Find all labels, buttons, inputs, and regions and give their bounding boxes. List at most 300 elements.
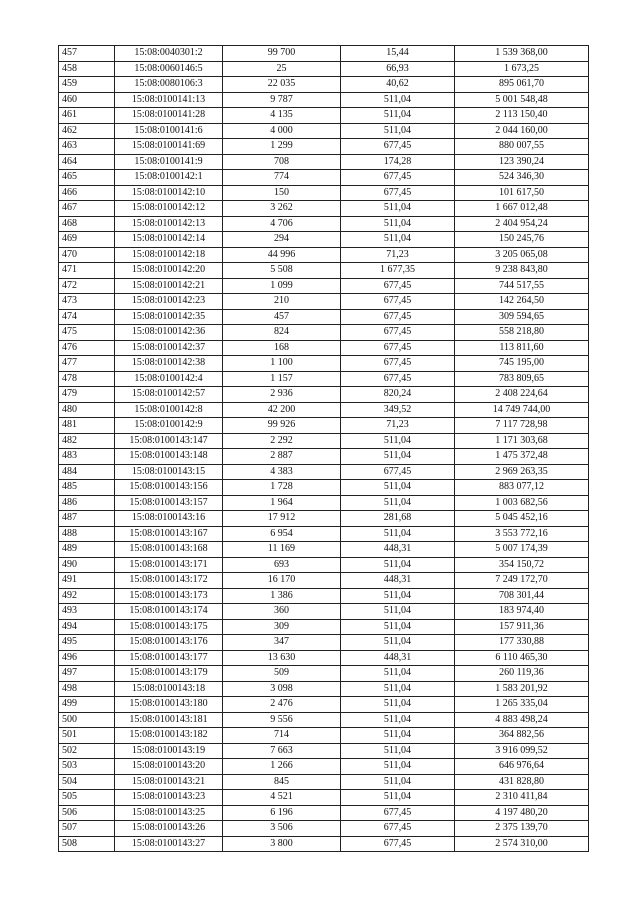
area-cell: 4 383: [223, 464, 341, 480]
specific-value-cell: 677,45: [341, 170, 455, 186]
row-number-cell: 494: [59, 619, 115, 635]
cadastral-value-cell: 431 828,80: [455, 774, 589, 790]
table-row: [59, 232, 589, 248]
cadastral-value-cell: 1 667 012,48: [455, 201, 589, 217]
table-row: [59, 666, 589, 682]
area-cell: 347: [223, 635, 341, 651]
row-number-cell: 461: [59, 108, 115, 124]
cadastral-number-cell: 15:08:0100141:9: [115, 154, 223, 170]
table-row: [59, 170, 589, 186]
table-row: [59, 650, 589, 666]
table-row: [59, 402, 589, 418]
cadastral-number-cell: 15:08:0100143:181: [115, 712, 223, 728]
specific-value-cell: 511,04: [341, 123, 455, 139]
cadastral-number-cell: 15:08:0060146:5: [115, 61, 223, 77]
area-cell: 708: [223, 154, 341, 170]
specific-value-cell: 677,45: [341, 278, 455, 294]
cadastral-value-table: [58, 45, 589, 852]
cadastral-number-cell: 15:08:0100143:171: [115, 557, 223, 573]
table-row: [59, 108, 589, 124]
cadastral-number-cell: 15:08:0100143:148: [115, 449, 223, 465]
specific-value-cell: 511,04: [341, 774, 455, 790]
specific-value-cell: 448,31: [341, 573, 455, 589]
cadastral-number-cell: 15:08:0100142:13: [115, 216, 223, 232]
area-cell: 1 099: [223, 278, 341, 294]
row-number-cell: 491: [59, 573, 115, 589]
cadastral-number-cell: 15:08:0100143:157: [115, 495, 223, 511]
area-cell: 294: [223, 232, 341, 248]
area-cell: 2 292: [223, 433, 341, 449]
table-body: [59, 46, 589, 852]
table-row: [59, 387, 589, 403]
cadastral-number-cell: 15:08:0100142:1: [115, 170, 223, 186]
specific-value-cell: 40,62: [341, 77, 455, 93]
row-number-cell: 477: [59, 356, 115, 372]
specific-value-cell: 511,04: [341, 604, 455, 620]
area-cell: 774: [223, 170, 341, 186]
cadastral-number-cell: 15:08:0100142:4: [115, 371, 223, 387]
specific-value-cell: 349,52: [341, 402, 455, 418]
cadastral-value-cell: 880 007,55: [455, 139, 589, 155]
cadastral-number-cell: 15:08:0100143:15: [115, 464, 223, 480]
row-number-cell: 472: [59, 278, 115, 294]
table-row: [59, 805, 589, 821]
cadastral-value-cell: 364 882,56: [455, 728, 589, 744]
table-row: [59, 697, 589, 713]
area-cell: 3 098: [223, 681, 341, 697]
specific-value-cell: 15,44: [341, 46, 455, 62]
table-row: [59, 712, 589, 728]
specific-value-cell: 677,45: [341, 294, 455, 310]
cadastral-value-cell: 883 077,12: [455, 480, 589, 496]
row-number-cell: 493: [59, 604, 115, 620]
cadastral-number-cell: 15:08:0100143:19: [115, 743, 223, 759]
area-cell: 4 521: [223, 790, 341, 806]
cadastral-value-cell: 524 346,30: [455, 170, 589, 186]
cadastral-number-cell: 15:08:0100142:37: [115, 340, 223, 356]
area-cell: 25: [223, 61, 341, 77]
cadastral-value-cell: 744 517,55: [455, 278, 589, 294]
cadastral-value-cell: 177 330,88: [455, 635, 589, 651]
row-number-cell: 503: [59, 759, 115, 775]
row-number-cell: 462: [59, 123, 115, 139]
row-number-cell: 475: [59, 325, 115, 341]
cadastral-value-cell: 5 045 452,16: [455, 511, 589, 527]
specific-value-cell: 511,04: [341, 588, 455, 604]
row-number-cell: 481: [59, 418, 115, 434]
cadastral-value-cell: 2 375 139,70: [455, 821, 589, 837]
table-row: [59, 604, 589, 620]
cadastral-value-cell: 354 150,72: [455, 557, 589, 573]
specific-value-cell: 677,45: [341, 325, 455, 341]
table-row: [59, 557, 589, 573]
table-row: [59, 728, 589, 744]
cadastral-value-cell: 646 976,64: [455, 759, 589, 775]
table-row: [59, 185, 589, 201]
area-cell: 3 506: [223, 821, 341, 837]
specific-value-cell: 71,23: [341, 247, 455, 263]
cadastral-value-cell: 2 408 224,64: [455, 387, 589, 403]
specific-value-cell: 677,45: [341, 821, 455, 837]
area-cell: 3 800: [223, 836, 341, 852]
cadastral-value-cell: 7 117 728,98: [455, 418, 589, 434]
area-cell: 1 964: [223, 495, 341, 511]
cadastral-number-cell: 15:08:0040301:2: [115, 46, 223, 62]
specific-value-cell: 677,45: [341, 340, 455, 356]
cadastral-value-cell: 2 310 411,84: [455, 790, 589, 806]
specific-value-cell: 71,23: [341, 418, 455, 434]
table-row: [59, 759, 589, 775]
cadastral-number-cell: 15:08:0100141:13: [115, 92, 223, 108]
row-number-cell: 467: [59, 201, 115, 217]
specific-value-cell: 511,04: [341, 495, 455, 511]
cadastral-number-cell: 15:08:0100143:182: [115, 728, 223, 744]
specific-value-cell: 677,45: [341, 309, 455, 325]
cadastral-number-cell: 15:08:0100143:25: [115, 805, 223, 821]
cadastral-value-cell: 2 044 160,00: [455, 123, 589, 139]
row-number-cell: 459: [59, 77, 115, 93]
area-cell: 4 000: [223, 123, 341, 139]
area-cell: 42 200: [223, 402, 341, 418]
specific-value-cell: 448,31: [341, 542, 455, 558]
cadastral-number-cell: 15:08:0100143:180: [115, 697, 223, 713]
row-number-cell: 506: [59, 805, 115, 821]
table-row: [59, 294, 589, 310]
table-row: [59, 464, 589, 480]
specific-value-cell: 511,04: [341, 557, 455, 573]
area-cell: 4 706: [223, 216, 341, 232]
row-number-cell: 482: [59, 433, 115, 449]
area-cell: 9 787: [223, 92, 341, 108]
specific-value-cell: 511,04: [341, 433, 455, 449]
cadastral-value-cell: 183 974,40: [455, 604, 589, 620]
row-number-cell: 487: [59, 511, 115, 527]
row-number-cell: 478: [59, 371, 115, 387]
table-row: [59, 774, 589, 790]
specific-value-cell: 448,31: [341, 650, 455, 666]
specific-value-cell: 511,04: [341, 635, 455, 651]
row-number-cell: 492: [59, 588, 115, 604]
area-cell: 44 996: [223, 247, 341, 263]
table-row: [59, 123, 589, 139]
specific-value-cell: 1 677,35: [341, 263, 455, 279]
cadastral-value-cell: 745 195,00: [455, 356, 589, 372]
area-cell: 168: [223, 340, 341, 356]
table-row: [59, 309, 589, 325]
cadastral-number-cell: 15:08:0100142:14: [115, 232, 223, 248]
cadastral-number-cell: 15:08:0100142:9: [115, 418, 223, 434]
area-cell: 714: [223, 728, 341, 744]
area-cell: 5 508: [223, 263, 341, 279]
specific-value-cell: 677,45: [341, 464, 455, 480]
cadastral-number-cell: 15:08:0100142:12: [115, 201, 223, 217]
table-row: [59, 573, 589, 589]
area-cell: 1 100: [223, 356, 341, 372]
cadastral-value-cell: 157 911,36: [455, 619, 589, 635]
cadastral-number-cell: 15:08:0100143:26: [115, 821, 223, 837]
cadastral-value-cell: 1 475 372,48: [455, 449, 589, 465]
cadastral-value-cell: 2 404 954,24: [455, 216, 589, 232]
area-cell: 17 912: [223, 511, 341, 527]
cadastral-number-cell: 15:08:0100143:179: [115, 666, 223, 682]
cadastral-value-cell: 708 301,44: [455, 588, 589, 604]
table-row: [59, 356, 589, 372]
area-cell: 4 135: [223, 108, 341, 124]
cadastral-value-cell: 895 061,70: [455, 77, 589, 93]
area-cell: 6 954: [223, 526, 341, 542]
row-number-cell: 498: [59, 681, 115, 697]
cadastral-number-cell: 15:08:0100143:174: [115, 604, 223, 620]
row-number-cell: 504: [59, 774, 115, 790]
area-cell: 309: [223, 619, 341, 635]
table-row: [59, 588, 589, 604]
cadastral-number-cell: 15:08:0100142:10: [115, 185, 223, 201]
cadastral-value-cell: 113 811,60: [455, 340, 589, 356]
cadastral-number-cell: 15:08:0100143:147: [115, 433, 223, 449]
table-row: [59, 325, 589, 341]
cadastral-value-cell: 5 001 548,48: [455, 92, 589, 108]
table-row: [59, 526, 589, 542]
table-row: [59, 77, 589, 93]
row-number-cell: 469: [59, 232, 115, 248]
table-row: [59, 92, 589, 108]
specific-value-cell: 66,93: [341, 61, 455, 77]
cadastral-value-cell: 1 265 335,04: [455, 697, 589, 713]
cadastral-number-cell: 15:08:0100142:18: [115, 247, 223, 263]
cadastral-number-cell: 15:08:0100143:172: [115, 573, 223, 589]
specific-value-cell: 511,04: [341, 712, 455, 728]
area-cell: 824: [223, 325, 341, 341]
row-number-cell: 484: [59, 464, 115, 480]
table-row: [59, 480, 589, 496]
cadastral-number-cell: 15:08:0100142:23: [115, 294, 223, 310]
area-cell: 9 556: [223, 712, 341, 728]
row-number-cell: 490: [59, 557, 115, 573]
cadastral-number-cell: 15:08:0100141:28: [115, 108, 223, 124]
row-number-cell: 458: [59, 61, 115, 77]
row-number-cell: 497: [59, 666, 115, 682]
table-row: [59, 790, 589, 806]
table-row: [59, 46, 589, 62]
row-number-cell: 488: [59, 526, 115, 542]
table-row: [59, 433, 589, 449]
cadastral-value-cell: 123 390,24: [455, 154, 589, 170]
table-row: [59, 418, 589, 434]
specific-value-cell: 677,45: [341, 185, 455, 201]
cadastral-number-cell: 15:08:0100142:8: [115, 402, 223, 418]
table-row: [59, 836, 589, 852]
row-number-cell: 480: [59, 402, 115, 418]
table-row: [59, 247, 589, 263]
table-row: [59, 542, 589, 558]
cadastral-value-cell: 4 883 498,24: [455, 712, 589, 728]
row-number-cell: 495: [59, 635, 115, 651]
table-row: [59, 154, 589, 170]
specific-value-cell: 511,04: [341, 743, 455, 759]
cadastral-value-cell: 1 171 303,68: [455, 433, 589, 449]
cadastral-value-cell: 14 749 744,00: [455, 402, 589, 418]
cadastral-number-cell: 15:08:0100143:176: [115, 635, 223, 651]
cadastral-value-cell: 2 113 150,40: [455, 108, 589, 124]
table-row: [59, 340, 589, 356]
cadastral-number-cell: 15:08:0100143:177: [115, 650, 223, 666]
row-number-cell: 483: [59, 449, 115, 465]
table-row: [59, 278, 589, 294]
area-cell: 13 630: [223, 650, 341, 666]
cadastral-value-cell: 3 205 065,08: [455, 247, 589, 263]
cadastral-number-cell: 15:08:0100142:35: [115, 309, 223, 325]
area-cell: 457: [223, 309, 341, 325]
cadastral-number-cell: 15:08:0100143:16: [115, 511, 223, 527]
specific-value-cell: 174,28: [341, 154, 455, 170]
area-cell: 2 936: [223, 387, 341, 403]
cadastral-number-cell: 15:08:0100142:36: [115, 325, 223, 341]
area-cell: 6 196: [223, 805, 341, 821]
specific-value-cell: 511,04: [341, 526, 455, 542]
row-number-cell: 508: [59, 836, 115, 852]
cadastral-value-cell: 2 574 310,00: [455, 836, 589, 852]
specific-value-cell: 677,45: [341, 836, 455, 852]
cadastral-value-cell: 142 264,50: [455, 294, 589, 310]
cadastral-number-cell: 15:08:0080106:3: [115, 77, 223, 93]
table-row: [59, 201, 589, 217]
specific-value-cell: 511,04: [341, 232, 455, 248]
cadastral-number-cell: 15:08:0100143:173: [115, 588, 223, 604]
specific-value-cell: 511,04: [341, 480, 455, 496]
table-row: [59, 743, 589, 759]
specific-value-cell: 511,04: [341, 728, 455, 744]
row-number-cell: 501: [59, 728, 115, 744]
specific-value-cell: 511,04: [341, 759, 455, 775]
cadastral-number-cell: 15:08:0100141:6: [115, 123, 223, 139]
row-number-cell: 471: [59, 263, 115, 279]
table-row: [59, 449, 589, 465]
cadastral-number-cell: 15:08:0100141:69: [115, 139, 223, 155]
area-cell: 1 386: [223, 588, 341, 604]
table-row: [59, 495, 589, 511]
area-cell: 2 476: [223, 697, 341, 713]
row-number-cell: 489: [59, 542, 115, 558]
cadastral-value-cell: 3 916 099,52: [455, 743, 589, 759]
table-row: [59, 681, 589, 697]
area-cell: 22 035: [223, 77, 341, 93]
cadastral-value-cell: 1 003 682,56: [455, 495, 589, 511]
specific-value-cell: 511,04: [341, 449, 455, 465]
area-cell: 1 157: [223, 371, 341, 387]
table-row: [59, 371, 589, 387]
table-row: [59, 263, 589, 279]
row-number-cell: 507: [59, 821, 115, 837]
specific-value-cell: 511,04: [341, 216, 455, 232]
specific-value-cell: 511,04: [341, 92, 455, 108]
area-cell: 845: [223, 774, 341, 790]
row-number-cell: 500: [59, 712, 115, 728]
cadastral-value-cell: 558 218,80: [455, 325, 589, 341]
cadastral-number-cell: 15:08:0100143:167: [115, 526, 223, 542]
cadastral-value-cell: 1 539 368,00: [455, 46, 589, 62]
row-number-cell: 466: [59, 185, 115, 201]
row-number-cell: 470: [59, 247, 115, 263]
area-cell: 2 887: [223, 449, 341, 465]
cadastral-value-cell: 1 673,25: [455, 61, 589, 77]
area-cell: 1 728: [223, 480, 341, 496]
area-cell: 210: [223, 294, 341, 310]
specific-value-cell: 677,45: [341, 805, 455, 821]
row-number-cell: 486: [59, 495, 115, 511]
specific-value-cell: 511,04: [341, 790, 455, 806]
cadastral-value-cell: 5 007 174,39: [455, 542, 589, 558]
specific-value-cell: 820,24: [341, 387, 455, 403]
area-cell: 360: [223, 604, 341, 620]
cadastral-value-cell: 783 809,65: [455, 371, 589, 387]
table-row: [59, 619, 589, 635]
area-cell: 693: [223, 557, 341, 573]
cadastral-number-cell: 15:08:0100143:20: [115, 759, 223, 775]
cadastral-value-cell: 260 119,36: [455, 666, 589, 682]
specific-value-cell: 677,45: [341, 371, 455, 387]
table-row: [59, 61, 589, 77]
specific-value-cell: 511,04: [341, 619, 455, 635]
row-number-cell: 474: [59, 309, 115, 325]
cadastral-number-cell: 15:08:0100143:27: [115, 836, 223, 852]
row-number-cell: 479: [59, 387, 115, 403]
specific-value-cell: 511,04: [341, 681, 455, 697]
specific-value-cell: 511,04: [341, 666, 455, 682]
cadastral-number-cell: 15:08:0100142:57: [115, 387, 223, 403]
cadastral-value-cell: 1 583 201,92: [455, 681, 589, 697]
row-number-cell: 463: [59, 139, 115, 155]
specific-value-cell: 281,68: [341, 511, 455, 527]
specific-value-cell: 677,45: [341, 139, 455, 155]
row-number-cell: 464: [59, 154, 115, 170]
cadastral-number-cell: 15:08:0100142:20: [115, 263, 223, 279]
row-number-cell: 499: [59, 697, 115, 713]
row-number-cell: 468: [59, 216, 115, 232]
cadastral-value-cell: 7 249 172,70: [455, 573, 589, 589]
row-number-cell: 473: [59, 294, 115, 310]
area-cell: 509: [223, 666, 341, 682]
specific-value-cell: 511,04: [341, 108, 455, 124]
row-number-cell: 465: [59, 170, 115, 186]
area-cell: 1 299: [223, 139, 341, 155]
row-number-cell: 476: [59, 340, 115, 356]
row-number-cell: 505: [59, 790, 115, 806]
cadastral-number-cell: 15:08:0100143:21: [115, 774, 223, 790]
cadastral-number-cell: 15:08:0100143:23: [115, 790, 223, 806]
cadastral-value-cell: 4 197 480,20: [455, 805, 589, 821]
cadastral-number-cell: 15:08:0100143:168: [115, 542, 223, 558]
row-number-cell: 485: [59, 480, 115, 496]
row-number-cell: 457: [59, 46, 115, 62]
table-row: [59, 139, 589, 155]
area-cell: 1 266: [223, 759, 341, 775]
table-row: [59, 511, 589, 527]
cadastral-value-cell: 309 594,65: [455, 309, 589, 325]
specific-value-cell: 511,04: [341, 697, 455, 713]
specific-value-cell: 511,04: [341, 201, 455, 217]
area-cell: 11 169: [223, 542, 341, 558]
cadastral-value-cell: 150 245,76: [455, 232, 589, 248]
area-cell: 99 926: [223, 418, 341, 434]
row-number-cell: 460: [59, 92, 115, 108]
cadastral-number-cell: 15:08:0100142:38: [115, 356, 223, 372]
row-number-cell: 496: [59, 650, 115, 666]
area-cell: 150: [223, 185, 341, 201]
table-row: [59, 216, 589, 232]
cadastral-value-cell: 2 969 263,35: [455, 464, 589, 480]
cadastral-value-cell: 101 617,50: [455, 185, 589, 201]
area-cell: 3 262: [223, 201, 341, 217]
